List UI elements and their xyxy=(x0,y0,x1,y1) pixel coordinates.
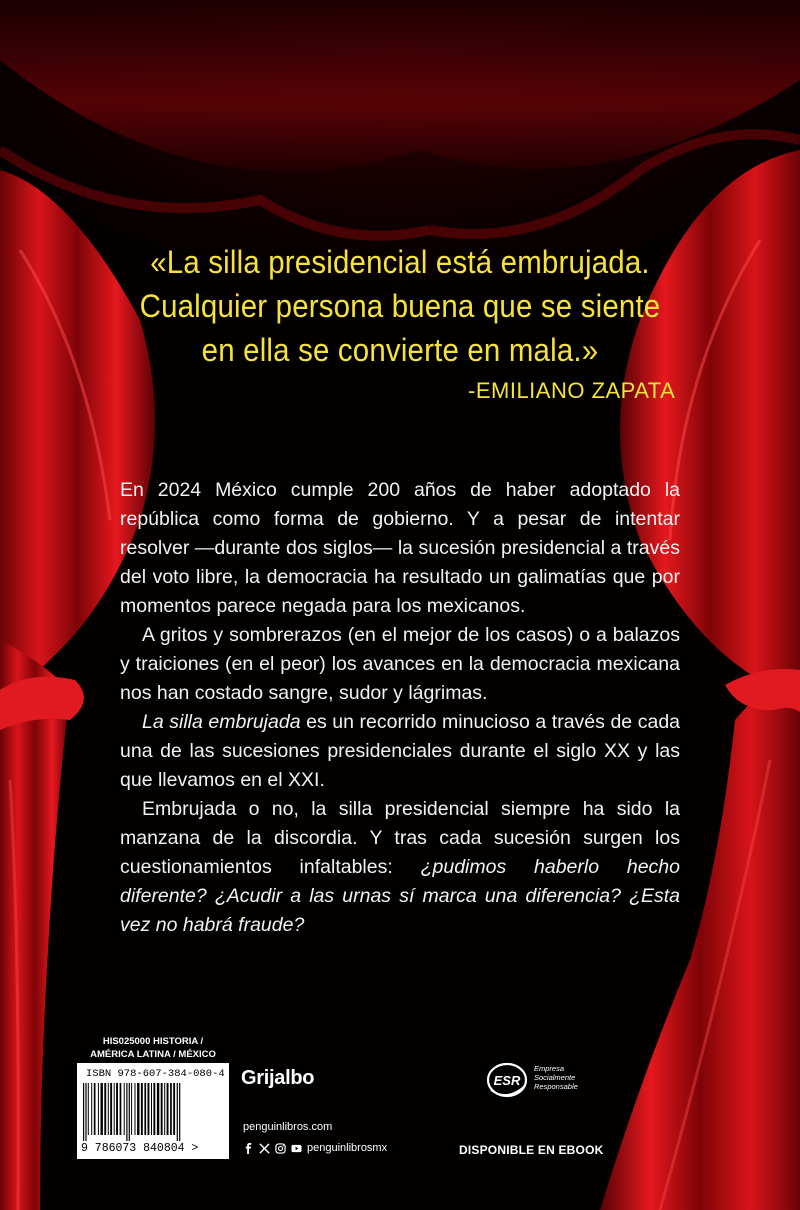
synopsis-paragraph-3 xyxy=(120,708,680,795)
quote-author: -EMILIANO ZAPATA xyxy=(468,378,676,403)
barcode-bar xyxy=(135,1083,136,1135)
barcode-bar xyxy=(157,1083,159,1135)
barcode-bar xyxy=(108,1083,109,1135)
barcode-bar xyxy=(161,1083,163,1135)
quote-line-3: en ella se convierte en mala.» xyxy=(201,332,599,368)
synopsis-paragraph-4-plain: Embrujada o no, la silla presidencial siempre ha sido la manzana de la discordia. Y tras cada sucesión surgen los cuestionamientos infaltables: xyxy=(120,798,680,878)
barcode-bar xyxy=(85,1083,86,1141)
barcode-bar xyxy=(98,1083,99,1135)
book-title-italic: La silla embrujada xyxy=(142,711,301,733)
barcode-icon xyxy=(81,1083,225,1141)
barcode-bar xyxy=(148,1083,150,1135)
barcode-bar xyxy=(88,1083,89,1135)
publisher-website: penguinlibros.com xyxy=(243,1121,333,1133)
facebook-icon xyxy=(243,1143,254,1154)
synopsis-paragraph-3-rest: es un recorrido minucioso a través de cada una de las sucesiones presidenciales durante el siglo XX y las que llevamos en el XXI. xyxy=(120,711,681,791)
barcode-bar xyxy=(83,1083,84,1141)
esr-line-3: Responsable xyxy=(534,1082,578,1091)
social-links xyxy=(243,1142,387,1154)
barcode-bar xyxy=(120,1083,122,1135)
category-line-2: AMÉRICA LATINA / MÉXICO xyxy=(90,1049,216,1060)
barcode-bar xyxy=(94,1083,96,1135)
barcode-bar xyxy=(144,1083,146,1135)
esr-line-1: Empresa xyxy=(534,1064,565,1073)
barcode-bar xyxy=(129,1083,130,1141)
barcode-bar xyxy=(177,1083,178,1141)
isbn-label: ISBN 978-607-384-080-4 xyxy=(86,1068,225,1080)
category-line-1: HIS025000 HISTORIA / xyxy=(102,1036,204,1047)
epigraph-quote xyxy=(0,240,800,372)
barcode-bar xyxy=(131,1083,132,1135)
synopsis-paragraph-2: A gritos y sombrerazos (en el mejor de los casos) o a balazos y traiciones (en el peor) los avances en la democracia mexicana nos han costado sangre, sudor y lágrimas. xyxy=(120,624,680,704)
barcode-bar xyxy=(104,1083,106,1135)
barcode-number: 9 786073 840804 > xyxy=(81,1142,199,1155)
quote-line-2: Cualquier persona buena que se siente xyxy=(139,288,661,324)
synopsis-paragraph-4 xyxy=(120,795,680,940)
esr-label xyxy=(534,1064,578,1091)
synopsis-text xyxy=(120,476,680,940)
esr-seal-icon xyxy=(485,1060,533,1100)
barcode-bar xyxy=(151,1083,152,1135)
esr-line-2: Socialmente xyxy=(534,1073,576,1082)
barcode-bar xyxy=(137,1083,139,1135)
barcode-bar xyxy=(124,1083,125,1135)
barcode-bar xyxy=(126,1083,127,1141)
barcode-bar xyxy=(164,1083,165,1135)
publisher-logo: Grijalbo xyxy=(241,1067,315,1089)
barcode-bar xyxy=(170,1083,172,1135)
x-twitter-icon xyxy=(259,1143,270,1154)
barcode-bar xyxy=(173,1083,175,1135)
instagram-icon xyxy=(275,1143,286,1154)
social-handle: penguinlibrosmx xyxy=(307,1142,388,1154)
barcode-bar xyxy=(167,1083,169,1135)
barcode-bar xyxy=(153,1083,155,1135)
isbn-barcode xyxy=(77,1063,229,1159)
barcode-bar xyxy=(101,1083,103,1135)
barcode-bar xyxy=(91,1083,92,1135)
synopsis-questions: ¿pudimos haberlo hecho diferente? ¿Acudir a las urnas sí marca una diferencia? ¿Esta vez no habrá fraude? xyxy=(120,856,680,936)
synopsis-paragraph-1: En 2024 México cumple 200 años de haber adoptado la república como forma de gobierno. Y a pesar de intentar resolver —durante dos siglos— la sucesión presidencial a través del voto libre, la democracia ha resultado un galimatías que por momentos parece negada para los mexicanos. xyxy=(120,479,680,617)
ebook-availability: DISPONIBLE EN EBOOK xyxy=(459,1143,604,1157)
barcode-bar xyxy=(179,1083,180,1141)
barcode-bar xyxy=(110,1083,112,1135)
barcode-bar xyxy=(141,1083,143,1135)
youtube-icon xyxy=(291,1143,302,1154)
barcode-bar xyxy=(114,1083,115,1135)
esr-logo-text: ESR xyxy=(493,1073,521,1088)
barcode-bar xyxy=(116,1083,118,1135)
quote-line-1: «La silla presidencial está embrujada. xyxy=(150,244,650,280)
bisac-category xyxy=(79,1035,227,1061)
